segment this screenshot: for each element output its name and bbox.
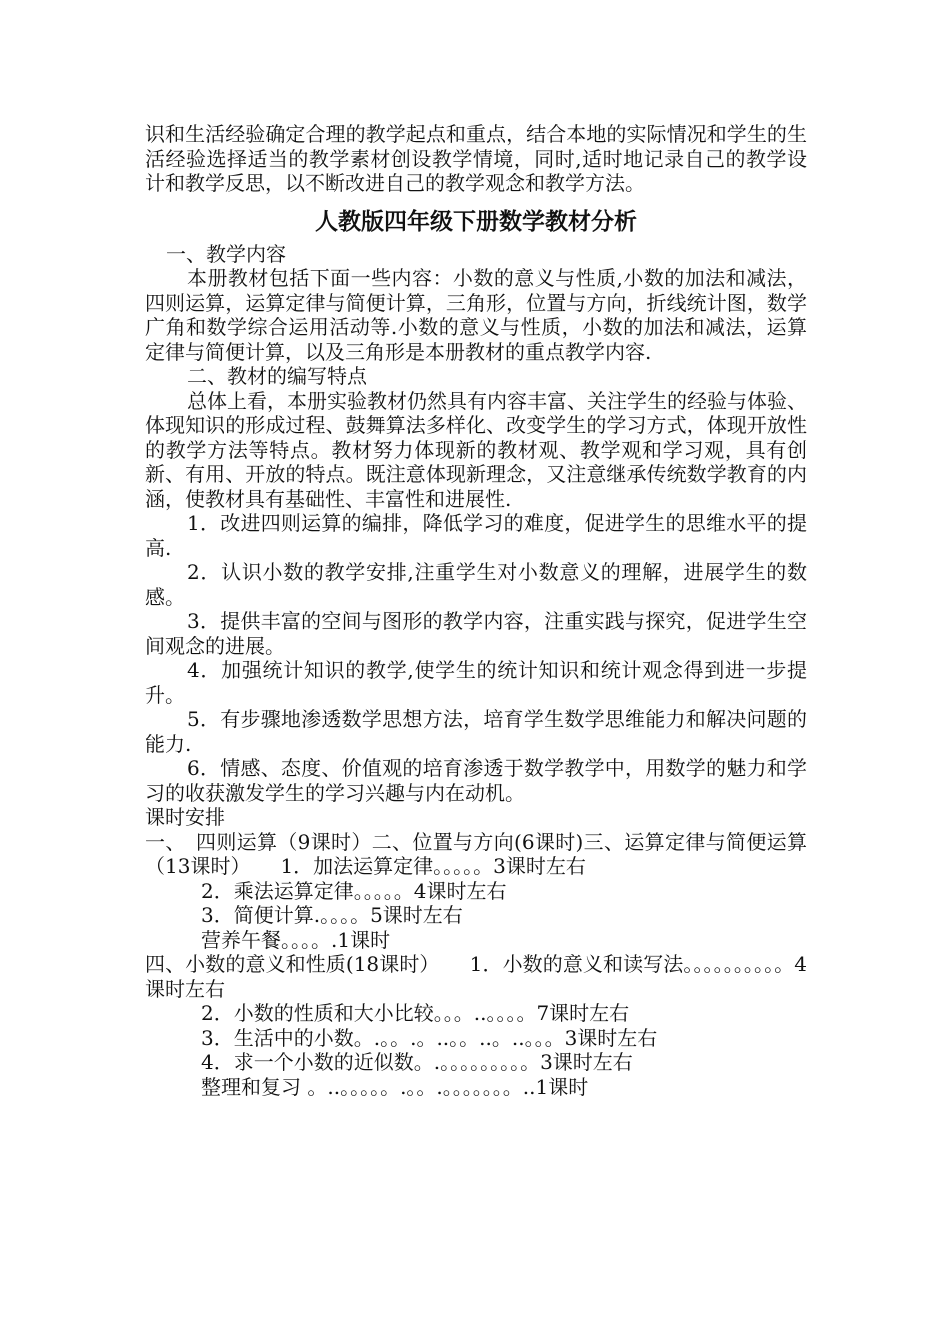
schedule-item: 3．简便计算.。。。。5课时左右	[201, 903, 463, 927]
schedule-item: 2．小数的性质和大小比较。。。..。。。。7课时左右	[201, 1001, 630, 1025]
schedule-item: 3．生活中的小数。.。。.。..。。..。..。。。3课时左右	[201, 1025, 658, 1050]
schedule-item: 营养午餐。。。。.1课时	[201, 927, 391, 952]
schedule-line-2: 四、小数的意义和性质(18课时） 1．小数的意义和读写法。。。。。。。。。。4课时左右	[145, 952, 807, 1001]
section1-body: 本册教材包括下面一些内容：小数的意义与性质,小数的加法和减法，四则运算，运算定律与简便计算，三角形，位置与方向，折线统计图，数学广角和数学综合运用活动等.小数的意义与性质，小数的加法和减法，运算定律与简便计算，以及三角形是本册教材的重点教学内容.	[145, 266, 807, 364]
feature-point-5: 5．有步骤地渗透数学思想方法，培育学生数学思维能力和解决问题的能力.	[145, 707, 807, 756]
feature-point-6: 6．情感、态度、价值观的培育渗透于数学教学中，用数学的魅力和学习的收获激发学生的学习兴趣与内在动机。	[145, 756, 807, 805]
schedule-last-line: 整理和复习 。..。。。。。.。。.。。。。。。。..1课时	[201, 1074, 589, 1099]
schedule-item: 4．求一个小数的近似数。.。。。。。。。。。3课时左右	[201, 1050, 633, 1074]
section2-body: 总体上看，本册实验教材仍然具有内容丰富、关注学生的经验与体验、体现知识的形成过程、鼓舞算法多样化、改变学生的学习方式，体现开放性的教学方法等特点。教材努力体现新的教材观、教学观和学习观，具有创新、有用、开放的特点。既注意体现新理念，又注意继承传统数学教育的内涵，使教材具有基础性、丰富性和进展性.	[145, 388, 807, 511]
feature-point-2: 2．认识小数的教学安排,注重学生对小数意义的理解，进展学生的数感。	[145, 560, 807, 609]
schedule-item: 2．乘法运算定律。。。。。4课时左右	[201, 878, 507, 903]
intro-paragraph: 识和生活经验确定合理的教学起点和重点，结合本地的实际情况和学生的生活经验选择适当的教学素材创设教学情境，同时,适时地记录自己的教学设计和教学反思，以不断改进自己的教学观念和教学方法。	[145, 122, 807, 195]
feature-point-3: 3．提供丰富的空间与图形的教学内容，注重实践与探究，促进学生空间观念的进展。	[145, 609, 807, 658]
document-page	[145, 122, 807, 1099]
document-title: 人教版四年级下册数学教材分析	[315, 207, 637, 235]
feature-point-4: 4．加强统计知识的教学,使学生的统计知识和统计观念得到进一步提升。	[145, 658, 807, 707]
schedule-line-1: 一、 四则运算（9课时）二、位置与方向(6课时)三、运算定律与简便运算（13课时） 1．加法运算定律。。。。。3课时左右	[145, 829, 807, 878]
section1-heading: 一、教学内容	[166, 241, 286, 266]
section2-heading: 二、教材的编写特点	[187, 364, 367, 388]
feature-point-1: 1．改进四则运算的编排，降低学习的难度，促进学生的思维水平的提高.	[145, 511, 807, 560]
schedule-heading: 课时安排	[145, 805, 225, 829]
